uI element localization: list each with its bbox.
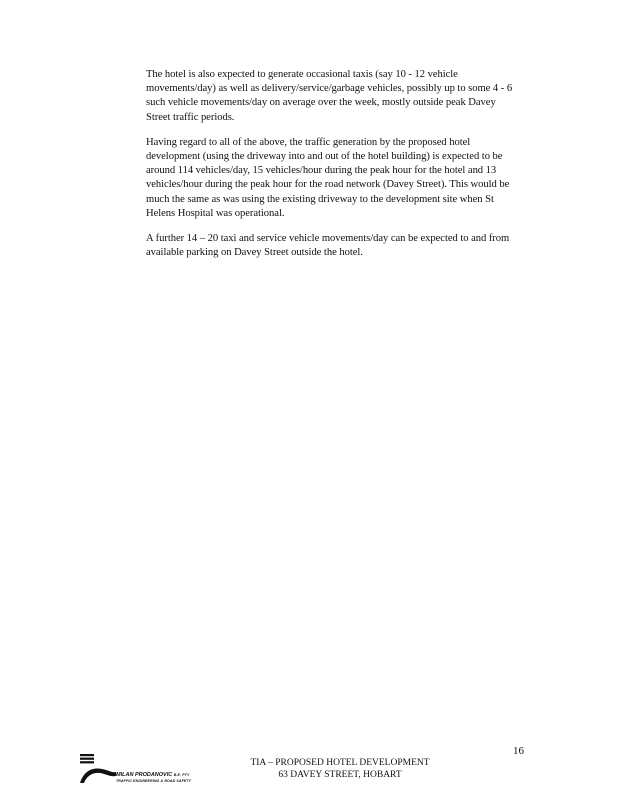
footer-address: 63 DAVEY STREET, HOBART xyxy=(278,769,402,780)
paragraph-traffic-generation: Having regard to all of the above, the traffic generation by the proposed hotel development (using the driveway into and out of the hotel building) is expected to be around 114 vehicles/day, 15 vehicles/hour during the peak hour for the hotel and 13 vehicles/hour during the peak hour for the road network (Davey Street). This would be much the same as was using the existing driveway to the development site when St Helens Hospital was operational. xyxy=(146,136,510,219)
logo-text xyxy=(116,772,191,784)
logo-tagline: TRAFFIC ENGINEERING & ROAD SAFETY xyxy=(116,779,192,783)
page-number: 16 xyxy=(513,745,524,757)
paragraph-further-movements: A further 14 – 20 taxi and service vehicle movements/day can be expected to and from available parking on Davey Street outside the hotel. xyxy=(146,233,510,259)
logo-name: MILAN PRODANOVIC xyxy=(116,772,173,778)
footer-title: TIA – PROPOSED HOTEL DEVELOPMENT xyxy=(250,758,430,768)
body-text xyxy=(146,68,516,271)
logo-suffix: B.E. PTY xyxy=(173,773,190,777)
paragraph-taxis: The hotel is also expected to generate occasional taxis (say 10 - 12 vehicle movements/day) as well as delivery/service/garbage vehicles, possibly up to some 4 - 6 such vehicle movements/day on average over the week, mostly outside peak Davey Street traffic periods. xyxy=(146,69,513,123)
footer xyxy=(240,758,440,781)
